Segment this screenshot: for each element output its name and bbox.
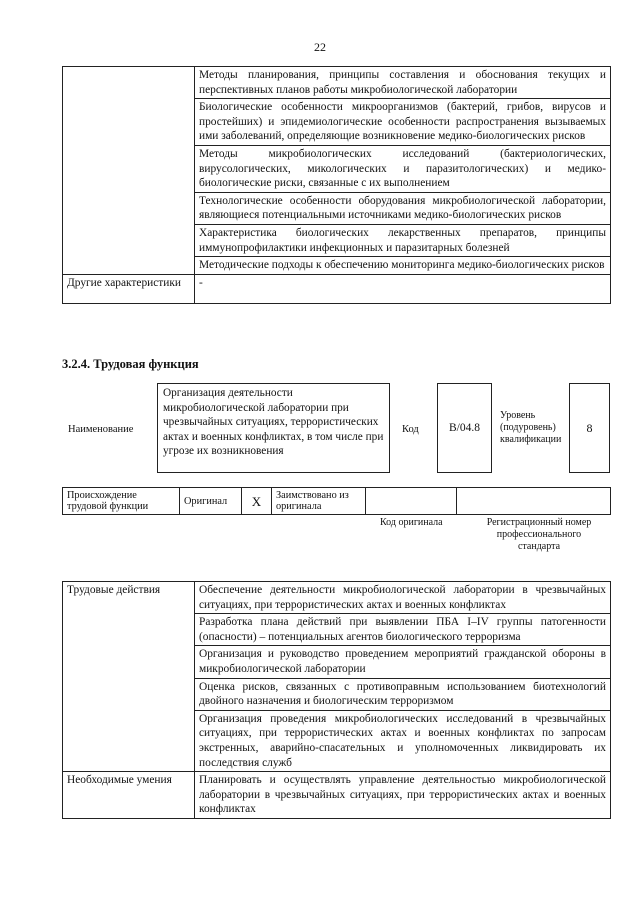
knowledge-item: Методы планирования, принципы составления и обоснования текущих и перспективных планов работы микробиологической лаборатории (195, 67, 611, 99)
empty-label-cell (63, 67, 195, 275)
required-skills-label: Необходимые умения (63, 772, 195, 819)
labor-action-item: Оценка рисков, связанных с противоправным использованием биотехнологий двойного назначения и биологическим терроризмом (195, 678, 611, 710)
borrowed-label: Заимствовано из оригинала (272, 488, 366, 515)
registration-number-cell (457, 488, 611, 515)
knowledge-item: Методы микробиологических исследований (бактериологических, вирусологических, микологических и паразитологических) и медико-биологические риски, связанные с их выполнением (195, 145, 611, 192)
qualification-level-label: Уровень (подуровень) квалификации (500, 410, 562, 445)
original-code-cell (366, 488, 457, 515)
knowledge-table (62, 66, 611, 304)
labor-action-item: Разработка плана действий при выявлении ПБА I–IV группы патогенности (опасности) – потенциальных агентов биологического терроризма (195, 614, 611, 646)
knowledge-item: Методические подходы к обеспечению мониторинга медико-биологических рисков (195, 257, 611, 275)
original-mark: X (242, 488, 272, 515)
labor-action-item: Организация и руководство проведением мероприятий гражданской обороны в микробиологической лаборатории (195, 646, 611, 678)
original-code-caption: Код оригинала (380, 517, 443, 528)
name-label: Наименование (68, 424, 134, 435)
origin-label: Происхождение трудовой функции (63, 488, 180, 515)
section-heading: 3.2.4. Трудовая функция (62, 357, 199, 371)
knowledge-item: Характеристика биологических лекарственных препаратов, принципы иммунопрофилактики инфекционных и паразитарных болезней (195, 224, 611, 256)
function-code-box: B/04.8 (437, 383, 492, 473)
other-characteristics-value: - (195, 274, 611, 303)
origin-table (62, 487, 611, 515)
activities-table (62, 581, 611, 819)
code-label: Код (402, 424, 419, 435)
required-skill-item: Планировать и осуществлять управление деятельностью микробиологической лаборатории в чрезвычайных ситуациях, при террористических актах и военных конфликтах (195, 772, 611, 819)
registration-number-caption: Регистрационный номер профессионального стандарта (486, 517, 592, 552)
page-number: 22 (314, 40, 326, 54)
labor-action-item: Обеспечение деятельности микробиологической лаборатории в чрезвычайных ситуациях, при террористических актах и военных конфликтах (195, 582, 611, 614)
knowledge-item: Биологические особенности микроорганизмов (бактерий, грибов, вирусов и простейших) и эпидемиологические особенности распространения вызываемых ими заболеваний, определяющие возникновение медико-биологических рисков (195, 99, 611, 146)
qualification-level-box: 8 (569, 383, 610, 473)
function-name-box: Организация деятельности микробиологической лаборатории при чрезвычайных ситуациях, террористических актах и военных конфликтах, в том числе при угрозе их возникновения (157, 383, 390, 473)
labor-actions-label: Трудовые действия (63, 582, 195, 772)
original-label: Оригинал (180, 488, 242, 515)
knowledge-item: Технологические особенности оборудования микробиологической лаборатории, являющиеся потенциальными источниками медико-биологических рисков (195, 192, 611, 224)
other-characteristics-label: Другие характеристики (63, 274, 195, 303)
labor-action-item: Организация проведения микробиологических исследований в чрезвычайных ситуациях, при террористических актах и военных конфликтах по запросам экстренных, аварийно-спасательных и уполномоченных ликвидировать их последствия служб (195, 710, 611, 771)
